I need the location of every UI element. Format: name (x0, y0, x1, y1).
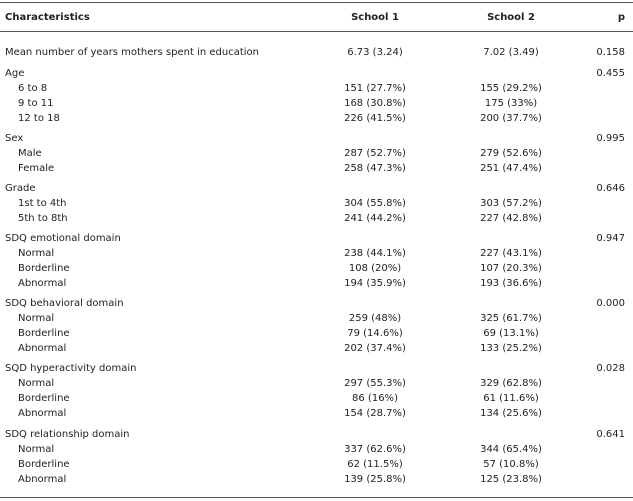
cell-school-2: 7.02 (3.49) (483, 47, 539, 58)
table-row (0, 457, 633, 472)
header-characteristics: Characteristics (5, 12, 90, 23)
table-bottom-rule (0, 497, 633, 498)
row-label: Borderline (18, 263, 70, 274)
table-row (0, 96, 633, 111)
row-label: Borderline (18, 459, 70, 470)
cell-school-2: 325 (61.7%) (480, 313, 542, 324)
header-school-1: School 1 (351, 12, 399, 23)
table-row (0, 181, 633, 196)
row-label: 1st to 4th (18, 198, 67, 209)
cell-p-value: 0.995 (596, 133, 625, 144)
cell-school-2: 69 (13.1%) (483, 328, 539, 339)
table-row (0, 376, 633, 391)
cell-school-2: 227 (42.8%) (480, 213, 542, 224)
row-label: 6 to 8 (18, 83, 48, 94)
header-school-2: School 2 (487, 12, 535, 23)
header-p: p (617, 12, 625, 23)
cell-school-1: 304 (55.8%) (344, 198, 406, 209)
table-row (0, 311, 633, 326)
table-row (0, 427, 633, 442)
cell-school-1: 337 (62.6%) (344, 444, 406, 455)
cell-school-2: 125 (23.8%) (480, 474, 542, 485)
cell-school-2: 303 (57.2%) (480, 198, 542, 209)
row-label: 5th to 8th (18, 213, 68, 224)
cell-school-1: 241 (44.2%) (344, 213, 406, 224)
table-row (0, 296, 633, 311)
table-row (0, 81, 633, 96)
row-label: Borderline (18, 393, 70, 404)
row-label: Abnormal (18, 343, 67, 354)
cell-school-1: 297 (55.3%) (344, 378, 406, 389)
table-row (0, 276, 633, 291)
row-label: 9 to 11 (18, 98, 54, 109)
cell-school-1: 287 (52.7%) (344, 148, 406, 159)
row-label: Borderline (18, 328, 70, 339)
cell-school-2: 279 (52.6%) (480, 148, 542, 159)
table-row (0, 161, 633, 176)
cell-p-value: 0.158 (596, 47, 625, 58)
row-label: Grade (5, 183, 36, 194)
table-row (0, 45, 633, 60)
cell-p-value: 0.028 (596, 363, 625, 374)
table-row (0, 341, 633, 356)
table-row (0, 146, 633, 161)
cell-school-1: 226 (41.5%) (344, 113, 406, 124)
cell-school-1: 168 (30.8%) (344, 98, 406, 109)
cell-school-1: 62 (11.5%) (347, 459, 403, 470)
cell-school-1: 151 (27.7%) (344, 83, 406, 94)
cell-school-1: 238 (44.1%) (344, 248, 406, 259)
cell-school-2: 200 (37.7%) (480, 113, 542, 124)
cell-school-2: 193 (36.6%) (480, 278, 542, 289)
table-row (0, 66, 633, 81)
row-label: Normal (18, 248, 55, 259)
table-row (0, 111, 633, 126)
row-label: Sex (5, 133, 24, 144)
cell-school-2: 57 (10.8%) (483, 459, 539, 470)
table-row (0, 196, 633, 211)
cell-school-1: 259 (48%) (348, 313, 402, 324)
cell-school-1: 194 (35.9%) (344, 278, 406, 289)
row-label: Male (18, 148, 42, 159)
cell-school-2: 107 (20.3%) (480, 263, 542, 274)
cell-p-value: 0.646 (596, 183, 625, 194)
table-row (0, 261, 633, 276)
table-top-rule (0, 2, 633, 3)
row-label: Age (5, 68, 25, 79)
table-row (0, 472, 633, 487)
header-divider-rule (0, 31, 633, 32)
cell-p-value: 0.947 (596, 233, 625, 244)
row-label: Normal (18, 378, 55, 389)
row-label: SDQ emotional domain (5, 233, 121, 244)
cell-school-1: 258 (47.3%) (344, 163, 406, 174)
cell-school-2: 155 (29.2%) (480, 83, 542, 94)
row-label: Female (18, 163, 55, 174)
table-row (0, 326, 633, 341)
row-label: Mean number of years mothers spent in education (5, 47, 259, 58)
row-label: SDQ behavioral domain (5, 298, 124, 309)
cell-p-value: 0.455 (596, 68, 625, 79)
row-label: 12 to 18 (18, 113, 60, 124)
row-label: SQD hyperactivity domain (5, 363, 137, 374)
cell-school-1: 79 (14.6%) (347, 328, 403, 339)
row-label: Abnormal (18, 474, 67, 485)
cell-school-1: 154 (28.7%) (344, 408, 406, 419)
cell-school-1: 6.73 (3.24) (347, 47, 403, 58)
table-row (0, 391, 633, 406)
row-label: SDQ relationship domain (5, 429, 130, 440)
row-label: Normal (18, 313, 55, 324)
table-row (0, 442, 633, 457)
cell-p-value: 0.000 (596, 298, 625, 309)
cell-school-2: 134 (25.6%) (480, 408, 542, 419)
table-row (0, 211, 633, 226)
cell-school-2: 344 (65.4%) (480, 444, 542, 455)
table-header-row (0, 10, 633, 25)
row-label: Abnormal (18, 278, 67, 289)
cell-p-value: 0.641 (596, 429, 625, 440)
cell-school-1: 202 (37.4%) (344, 343, 406, 354)
table-row (0, 246, 633, 261)
cell-school-2: 133 (25.2%) (480, 343, 542, 354)
row-label: Normal (18, 444, 55, 455)
cell-school-2: 61 (11.6%) (483, 393, 539, 404)
cell-school-1: 86 (16%) (352, 393, 398, 404)
cell-school-2: 175 (33%) (484, 98, 538, 109)
cell-school-2: 329 (62.8%) (480, 378, 542, 389)
table-row (0, 231, 633, 246)
table-row (0, 406, 633, 421)
cell-school-2: 251 (47.4%) (480, 163, 542, 174)
row-label: Abnormal (18, 408, 67, 419)
cell-school-2: 227 (43.1%) (480, 248, 542, 259)
table-row (0, 131, 633, 146)
table-row (0, 361, 633, 376)
cell-school-1: 108 (20%) (348, 263, 402, 274)
cell-school-1: 139 (25.8%) (344, 474, 406, 485)
